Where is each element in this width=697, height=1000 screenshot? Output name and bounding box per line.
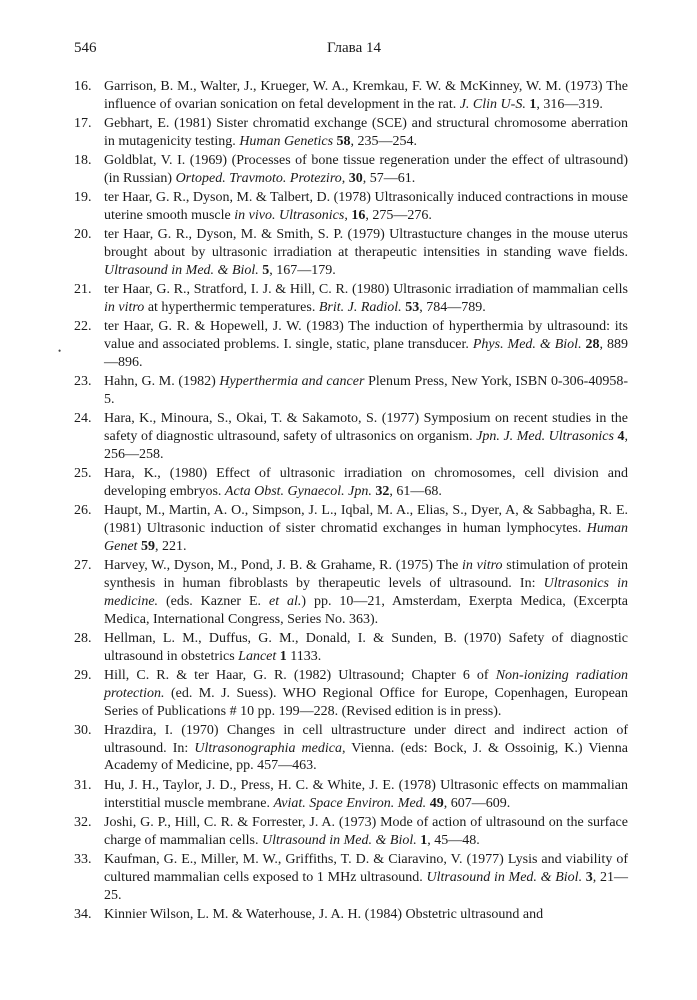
reference-item [74, 722, 628, 775]
reference-number: 22. [74, 319, 92, 335]
reference-text [104, 465, 628, 501]
citation-text: Hara, K., (1980) Effect of ultrasonic irradiation on chromosomes, cell division and developing embryos. [104, 466, 628, 500]
reference-list [74, 78, 628, 925]
reference-item [74, 777, 628, 813]
reference-number: 23. [74, 374, 92, 390]
citation-text: Hrazdira, I. (1970) Changes in cell ultrastructure under direct and indirect action of ultrasound. In: [104, 722, 628, 756]
citation-italic-text: Brit. J. Radiol. [318, 300, 402, 316]
reference-item [74, 373, 628, 409]
citation-text: , 21—25. [104, 869, 629, 903]
citation-text: , 235—254. [350, 133, 418, 149]
reference-text [104, 777, 628, 813]
citation-italic-text: et al. [268, 593, 302, 609]
citation-text: , 275—276. [365, 208, 432, 224]
reference-item [74, 318, 628, 371]
reference-text [104, 502, 628, 555]
volume-number: 58 [336, 133, 351, 149]
reference-text [104, 630, 628, 666]
reference-text [104, 281, 628, 317]
volume-number: 16 [351, 208, 366, 224]
volume-number: 1 [529, 96, 537, 112]
reference-number: 20. [74, 227, 92, 243]
citation-italic-text: J. Clin U-S. [459, 96, 526, 112]
reference-item [74, 115, 628, 151]
citation-text: ter Haar, G. R., Stratford, I. J. & Hill, C. R. (1980) Ultrasonic irradiation of mammalian cells [104, 282, 628, 298]
citation-text: Hill, C. R. & ter Haar, G. R. (1982) Ultrasound; Chapter 6 of [104, 668, 496, 683]
reference-number: 33. [74, 851, 92, 867]
page-header [74, 40, 634, 60]
reference-number: 21. [74, 282, 92, 298]
reference-number: 25. [74, 466, 92, 482]
citation-text: , 784—789. [419, 300, 486, 316]
reference-item [74, 502, 628, 555]
reference-item [74, 557, 628, 628]
chapter-title: Глава 14 [327, 40, 381, 56]
citation-italic-text: Phys. Med. & Biol. [472, 337, 582, 353]
reference-number: 34. [74, 906, 92, 922]
citation-text: , [344, 208, 352, 224]
citation-text: ter Haar, G. R., Dyson, M. & Smith, S. P. (1979) Ultrastucture changes in the mouse uterus brought about by ultrasonic irradiation at therapeutic intensities in standing wave fields. [104, 227, 628, 261]
citation-text: 1133. [286, 648, 322, 664]
volume-number: 28 [585, 337, 600, 353]
reference-number: 16. [74, 79, 92, 94]
reference-text [104, 373, 628, 409]
citation-italic-text: Non-ionizing radiation protection. [104, 668, 629, 701]
citation-italic-text: in vivo. Ultrasonics [234, 208, 345, 224]
citation-text: Hahn, G. M. (1982) [104, 374, 220, 390]
reference-text [104, 189, 628, 225]
reference-item [74, 189, 628, 225]
reference-item [74, 814, 628, 850]
volume-number: 32 [375, 484, 390, 500]
citation-text: Kinnier Wilson, L. M. & Waterhouse, J. A. H. (1984) Obstetric ultrasound and [104, 906, 544, 922]
citation-text: Hu, J. H., Taylor, J. D., Press, H. C. & White, J. E. (1978) Ultrasonic effects on mammalian interstitial muscle membrane. [104, 777, 628, 811]
reference-number: 19. [74, 190, 92, 206]
citation-italic-text: Jpn. J. Med. Ultrasonics [476, 429, 614, 445]
citation-text: , 45—48. [427, 832, 480, 848]
reference-text [104, 410, 628, 463]
reference-text [104, 318, 628, 371]
citation-italic-text: Lancet [238, 648, 277, 664]
reference-text [104, 851, 628, 904]
volume-number: 1 [279, 648, 287, 664]
citation-text: , Vienna. (eds: Bock, J. & Ossoinig, K.) Vienna Academy of Medicine, pp. 457—463. [104, 740, 628, 774]
reference-number: 27. [74, 558, 92, 574]
citation-italic-text: Human Genetics [239, 133, 334, 149]
citation-text: , 607—609. [443, 795, 511, 811]
citation-text: Kaufman, G. E., Miller, M. W., Griffiths, T. D. & Ciaravino, V. (1977) Lysis and viability of cultured mammalian cells exposed to 1 MHz ultrasound. [104, 851, 628, 885]
reference-item [74, 226, 628, 279]
citation-text: stimulation of protein synthesis in human fibroblasts by therapeutic levels of ultrasound. In: [104, 558, 628, 592]
volume-number: 4 [617, 429, 625, 445]
volume-number: 53 [405, 300, 420, 316]
citation-italic-text: Ultrasonographia medica [194, 740, 342, 756]
citation-text: (ed. M. J. Suess). WHO Regional Office for Europe, Copenhagen, European Series of Publications # 10 pp. 199—228. (Revised edition is in press). [104, 685, 628, 719]
reference-item [74, 410, 628, 463]
reference-item [74, 906, 628, 924]
reference-item [74, 152, 628, 188]
citation-text: Harvey, W., Dyson, M., Pond, J. B. & Grahame, R. (1975) The [104, 558, 462, 574]
citation-text: (eds. Kazner E. [158, 593, 269, 609]
citation-italic-text: Acta Obst. Gynaecol. Jpn. [224, 484, 372, 500]
reference-text [104, 152, 628, 188]
page-number: 546 [74, 40, 97, 56]
citation-italic-text: Ultrasound in Med. & Biol. [426, 869, 583, 885]
citation-italic-text: Ultrasound in Med. & Biol. [104, 262, 259, 278]
citation-italic-text: Ultrasound in Med. & Biol. [261, 832, 417, 848]
citation-text: , 256—258. [104, 429, 628, 462]
citation-text: , 316—319. [536, 96, 603, 112]
citation-italic-text: Ortoped. Travmoto. Proteziro [175, 170, 342, 186]
citation-text: Plenum Press, New York, ISBN 0-306-40958-5. [104, 374, 628, 408]
margin-mark: • [58, 346, 62, 356]
reference-text [104, 557, 628, 628]
reference-number: 32. [74, 814, 92, 830]
reference-text [104, 906, 628, 924]
volume-number: 59 [140, 538, 155, 554]
reference-item [74, 465, 628, 501]
reference-text [104, 667, 628, 720]
citation-italic-text: Hyperthermia and cancer [219, 374, 365, 390]
reference-number: 30. [74, 722, 92, 738]
citation-italic-text: Ultrasonics in medicine. [104, 576, 629, 609]
reference-item [74, 281, 628, 317]
citation-text: , 889—896. [104, 337, 629, 370]
reference-number: 31. [74, 777, 92, 793]
reference-number: 29. [74, 668, 92, 683]
citation-text: , 221. [154, 538, 187, 554]
volume-number: 1 [420, 832, 428, 848]
citation-italic-text: Aviat. Space Environ. Med. [273, 795, 427, 811]
reference-number: 17. [74, 116, 92, 132]
reference-item [74, 851, 628, 904]
citation-italic-text: Human Genet [104, 521, 628, 554]
reference-item [74, 630, 628, 666]
citation-text: , 57—61. [362, 170, 416, 186]
reference-number: 28. [74, 630, 92, 646]
citation-text: Hara, K., Minoura, S., Okai, T. & Sakamoto, S. (1977) Symposium on recent studies in the safety of diagnostic ultrasound, safety of ultrasonics on organism. [104, 411, 628, 445]
citation-text: at hyperthermic temperatures. [144, 300, 319, 316]
volume-number: 3 [585, 869, 593, 885]
citation-text: , 167—179. [269, 262, 336, 278]
reference-text [104, 78, 628, 114]
reference-number: 24. [74, 411, 92, 427]
citation-text: , 61—68. [389, 484, 442, 500]
reference-number: 18. [74, 153, 92, 169]
reference-text [104, 814, 628, 850]
citation-text: Garrison, B. M., Walter, J., Krueger, W. A., Kremkau, F. W. & McKinney, W. M. (1973) The influence of ovarian sonication on fetal development in the rat. [104, 79, 628, 112]
citation-text: Gebhart, E. (1981) Sister chromatid exchange (SCE) and structural chromosome aberration in mutagenicity testing. [104, 116, 628, 149]
reference-text [104, 115, 628, 151]
reference-item [74, 78, 628, 114]
citation-text: ter Haar, G. R., Dyson, M. & Talbert, D. (1978) Ultrasonically induced contractions in mouse uterine smooth muscle [104, 190, 628, 224]
citation-text: Goldblat, V. I. (1969) (Processes of bone tissue regeneration under the effect of ultrasound) (in Russian) [104, 153, 628, 186]
citation-italic-text: in vitro [462, 558, 503, 574]
reference-text [104, 722, 628, 775]
volume-number: 5 [262, 262, 270, 278]
citation-text: Joshi, G. P., Hill, C. R. & Forrester, J. A. (1973) Mode of action of ultrasound on the surface charge of mammalian cells. [104, 814, 628, 848]
volume-number: 49 [429, 795, 444, 811]
reference-number: 26. [74, 503, 92, 519]
reference-item [74, 667, 628, 720]
reference-text [104, 226, 628, 279]
citation-italic-text: in vitro [104, 300, 145, 316]
citation-text: ) pp. 10—21, Amsterdam, Exerpta Medica, (Excerpta Medica, International Congress, Series No. 363). [104, 593, 629, 627]
citation-text: Hellman, L. M., Duffus, G. M., Donald, I. & Sunden, B. (1970) Safety of diagnostic ultrasound in obstetrics [104, 630, 628, 664]
volume-number: 30 [348, 170, 363, 186]
citation-text: ter Haar, G. R. & Hopewell, J. W. (1983) The induction of hyperthermia by ultrasound: its value and associated problems. I. single, static, plane transducer. [104, 319, 628, 353]
citation-text: Haupt, M., Martin, A. O., Simpson, J. L., Iqbal, M. A., Elias, S., Dyer, A, & Sabbagha, R. E. (1981) Ultrasonic induction of sister chromatid exchanges in human lymphocytes. [104, 503, 628, 537]
citation-text: , [341, 170, 349, 186]
